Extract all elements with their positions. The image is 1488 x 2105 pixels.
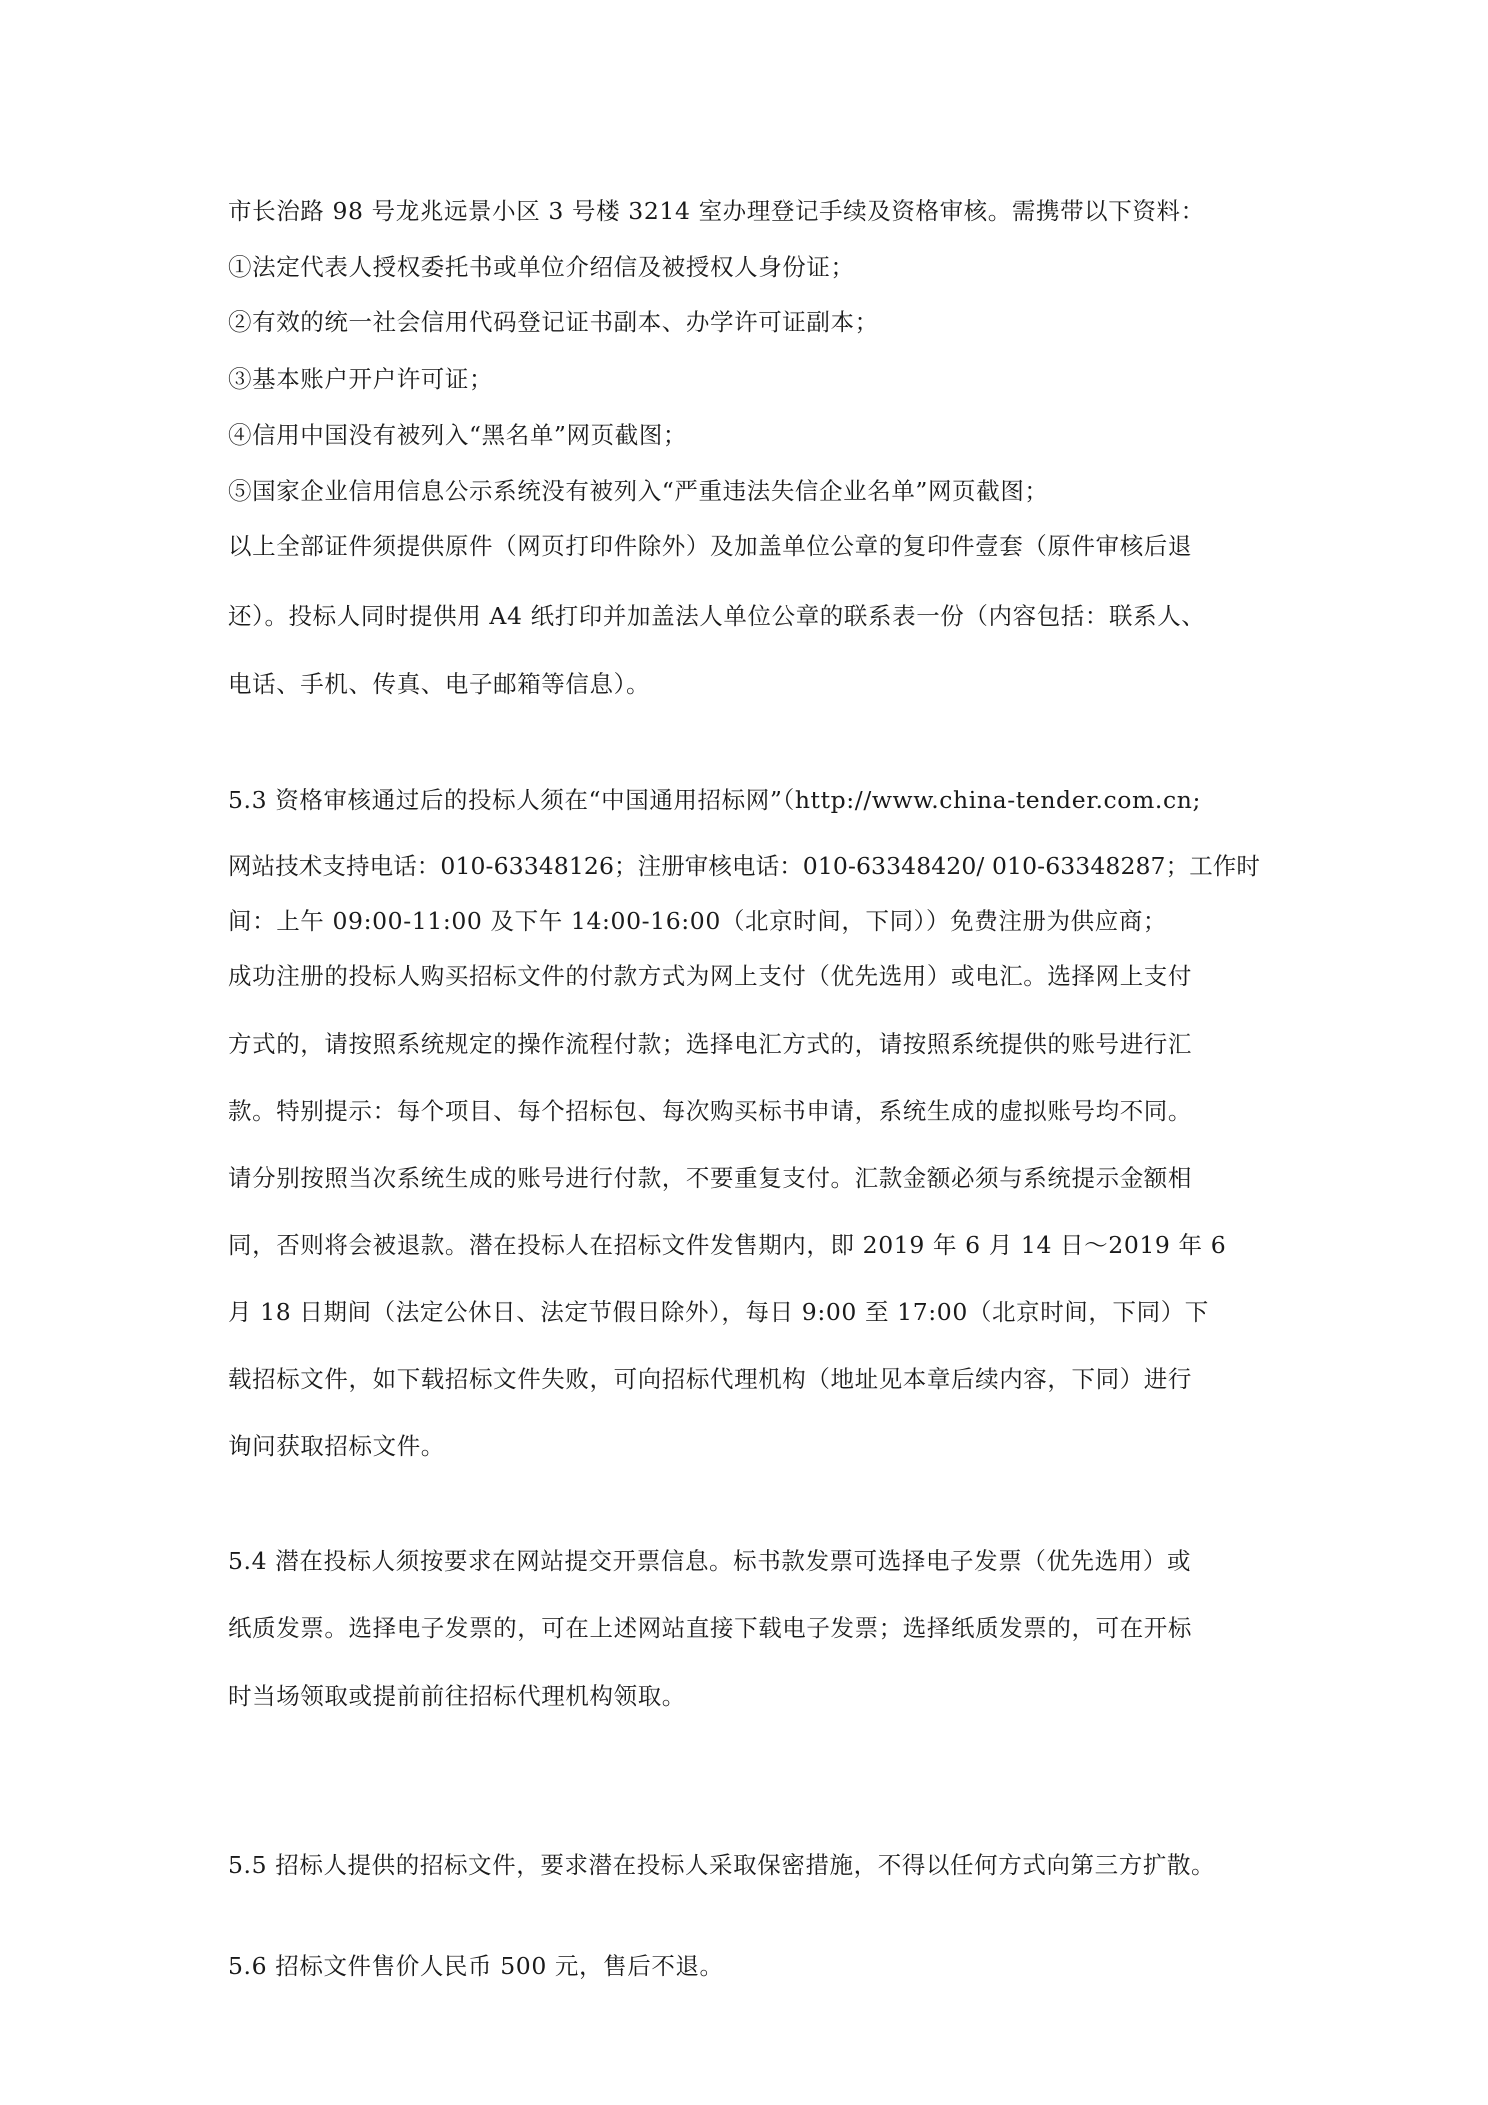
text-line: 以上全部证件须提供原件（网页打印件除外）及加盖单位公章的复印件壹套（原件审核后退 <box>228 532 1192 560</box>
text-line: ④信用中国没有被列入“黑名单”网页截图； <box>228 421 688 449</box>
text-line: 5.3 资格审核通过后的投标人须在“中国通用招标网”（http://www.china-tender.com.cn; <box>228 786 1201 814</box>
text-line: 5.5 招标人提供的招标文件，要求潜在投标人采取保密措施，不得以任何方式向第三方扩散。 <box>228 1851 1216 1879</box>
text-line: 还）。投标人同时提供用 A4 纸打印并加盖法人单位公章的联系表一份（内容包括：联系人、 <box>228 602 1206 630</box>
text-line: 5.6 招标文件售价人民币 500 元，售后不退。 <box>228 1952 724 1980</box>
text-line: 款。特别提示：每个项目、每个招标包、每次购买标书申请，系统生成的虚拟账号均不同。 <box>228 1097 1192 1125</box>
text-line: 请分别按照当次系统生成的账号进行付款，不要重复支付。汇款金额必须与系统提示金额相 <box>228 1164 1192 1192</box>
text-line: 5.4 潜在投标人须按要求在网站提交开票信息。标书款发票可选择电子发票（优先选用）或 <box>228 1547 1192 1575</box>
text-line: 市长治路 98 号龙兆远景小区 3 号楼 3214 室办理登记手续及资格审核。需携带以下资料： <box>228 197 1205 225</box>
text-line: 电话、手机、传真、电子邮箱等信息）。 <box>228 670 651 698</box>
text-line: 载招标文件，如下载招标文件失败，可向招标代理机构（地址见本章后续内容，下同）进行 <box>228 1365 1192 1393</box>
text-line: 间：上午 09:00-11:00 及下午 14:00-16:00（北京时间，下同））免费注册为供应商； <box>228 907 1168 935</box>
text-line: 方式的，请按照系统规定的操作流程付款；选择电汇方式的，请按照系统提供的账号进行汇 <box>228 1030 1192 1058</box>
text-line: 时当场领取或提前前往招标代理机构领取。 <box>228 1682 686 1710</box>
text-line: ①法定代表人授权委托书或单位介绍信及被授权人身份证； <box>228 253 855 281</box>
text-line: 同，否则将会被退款。潜在投标人在招标文件发售期内，即 2019 年 6 月 14 日～2019 年 6 <box>228 1231 1227 1259</box>
text-line: 询问获取招标文件。 <box>228 1432 445 1460</box>
text-line: ③基本账户开户许可证； <box>228 365 494 393</box>
text-line: ⑤国家企业信用信息公示系统没有被列入“严重违法失信企业名单”网页截图； <box>228 477 1049 505</box>
text-line: 月 18 日期间（法定公休日、法定节假日除外），每日 9:00 至 17:00（北京时间，下同）下 <box>228 1298 1209 1326</box>
text-line: 成功注册的投标人购买招标文件的付款方式为网上支付（优先选用）或电汇。选择网上支付 <box>228 962 1192 990</box>
text-line: 纸质发票。选择电子发票的，可在上述网站直接下载电子发票；选择纸质发票的，可在开标 <box>228 1614 1192 1642</box>
text-line: ②有效的统一社会信用代码登记证书副本、办学许可证副本； <box>228 308 879 336</box>
text-line: 网站技术支持电话：010-63348126；注册审核电话：010-63348420/ 010-63348287；工作时 <box>228 852 1261 880</box>
